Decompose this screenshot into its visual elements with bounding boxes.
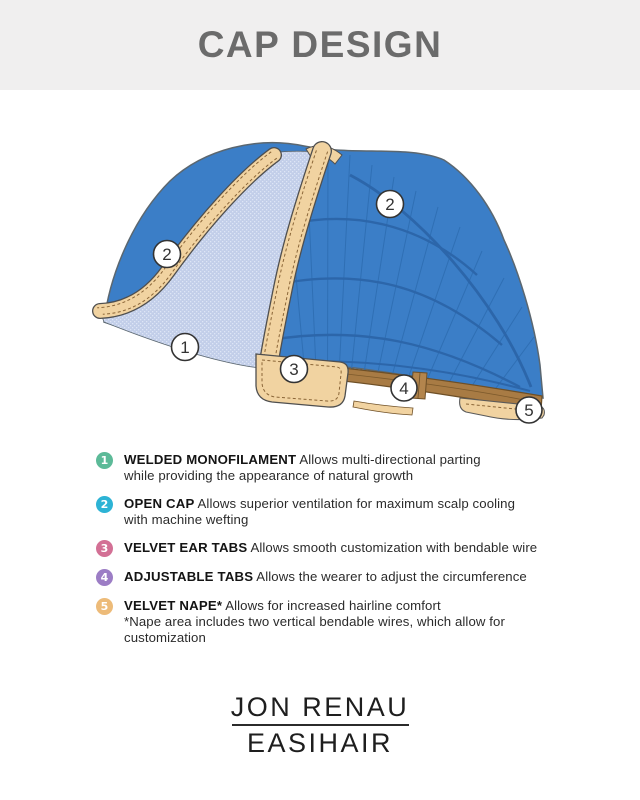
cap-diagram [72,115,572,450]
callout-number: 2 [385,195,395,214]
callout-4-adjustable-tab [391,375,417,401]
callout-number: 1 [180,338,190,357]
legend-number-badge: 3 [96,540,113,557]
page-header [0,0,640,90]
legend-text: VELVET EAR TABS Allows smooth customization with bendable wire [124,540,538,555]
legend-item [96,452,582,484]
legend [96,452,582,658]
legend-text: WELDED MONOFILAMENT Allows multi-directional parting while providing the appearance of natural growth [124,452,481,483]
callout-1-welded-monofilament [172,334,199,361]
page-title: CAP DESIGN [197,24,443,65]
legend-number-badge: 1 [96,452,113,469]
callout-2-open-cap-back [377,191,404,218]
callout-5-velvet-nape [516,397,542,423]
legend-text: ADJUSTABLE TABS Allows the wearer to adjust the circumference [124,569,527,584]
legend-item [96,496,582,528]
brand-name-top: JON RENAU [230,692,410,722]
legend-number-badge: 5 [96,598,113,615]
callout-2-open-cap-front [154,241,181,268]
legend-text: OPEN CAP Allows superior ventilation for maximum scalp cooling with machine wefting [124,496,516,527]
legend-item [96,569,582,586]
footer-logo [0,692,640,759]
legend-text: VELVET NAPE* Allows for increased hairline comfort *Nape area includes two vertical bendable wires, which allow for customization [124,598,505,645]
callout-number: 2 [162,245,172,264]
callout-number: 3 [289,360,299,379]
legend-item [96,598,582,646]
brand-name-bottom: EASIHAIR [246,728,394,758]
legend-number-badge: 4 [96,569,113,586]
legend-item [96,540,582,557]
legend-number-badge: 2 [96,496,113,513]
brand-divider [232,724,409,726]
callout-number: 4 [399,379,409,398]
callout-number: 5 [524,401,534,420]
callout-3-velvet-ear-tab [281,356,308,383]
